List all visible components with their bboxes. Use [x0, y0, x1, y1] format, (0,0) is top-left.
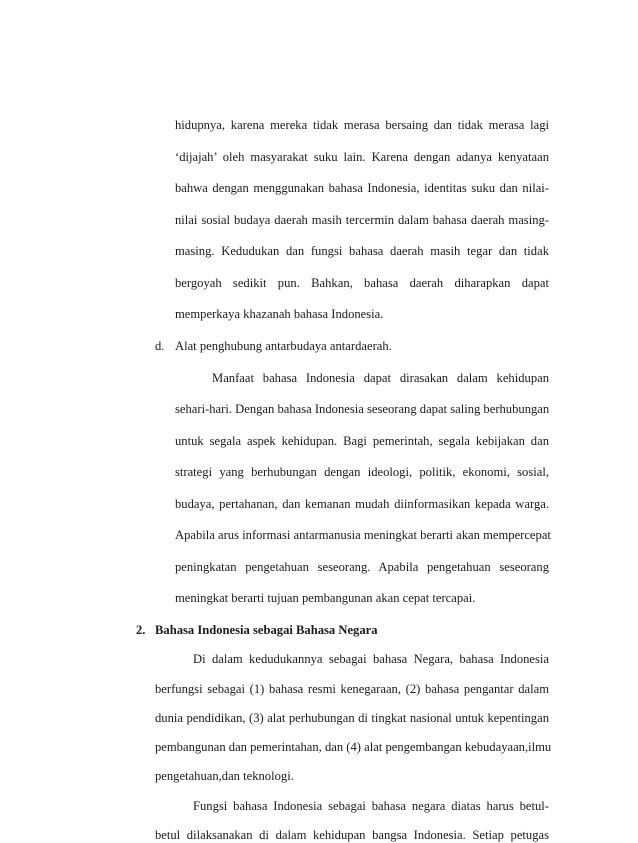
paragraph-line: bahwa dengan menggunakan bahasa Indonesia, identitas suku dan nilai-: [175, 181, 549, 195]
paragraph-line: pengetahuan,dan teknologi.: [155, 769, 294, 783]
section-heading: Bahasa Indonesia sebagai Bahasa Negara: [155, 623, 378, 637]
paragraph-line: bergoyah sedikit pun. Bahkan, bahasa daerah diharapkan dapat: [175, 276, 549, 290]
paragraph-line: sehari-hari. Dengan bahasa Indonesia seseorang dapat saling berhubungan: [175, 402, 550, 416]
paragraph-line: Fungsi bahasa Indonesia sebagai bahasa negara diatas harus betul-: [193, 799, 549, 813]
paragraph-line: masing. Kedudukan dan fungsi bahasa daerah masih tegar dan tidak: [175, 244, 549, 258]
paragraph-line: nilai sosial budaya daerah masih tercermin dalam bahasa daerah masing-: [175, 213, 549, 227]
paragraph-line: pembangunan dan pemerintahan, dan (4) alat pengembangan kebudayaan,ilmu: [155, 740, 552, 754]
list-marker: d.: [155, 339, 165, 353]
paragraph-line: meningkat berarti tujuan pembangunan akan cepat tercapai.: [175, 591, 476, 605]
paragraph-line: hidupnya, karena mereka tidak merasa bersaing dan tidak merasa lagi: [175, 118, 549, 132]
paragraph-line: strategi yang berhubungan dengan ideologi, politik, ekonomi, sosial,: [175, 465, 549, 479]
paragraph-line: untuk segala aspek kehidupan. Bagi pemerintah, segala kebijakan dan: [175, 434, 549, 448]
paragraph-line: budaya, pertahanan, dan kemanan mudah diinformasikan kepada warga.: [175, 497, 549, 511]
paragraph-line: berfungsi sebagai (1) bahasa resmi kenegaraan, (2) bahasa pengantar dalam: [155, 682, 549, 696]
paragraph-line: Di dalam kedudukannya sebagai bahasa Negara, bahasa Indonesia: [193, 652, 549, 666]
paragraph-line: peningkatan pengetahuan seseorang. Apabila pengetahuan seseorang: [175, 560, 549, 574]
paragraph-line: memperkaya khazanah bahasa Indonesia.: [175, 307, 384, 321]
section-number: 2.: [136, 623, 146, 637]
paragraph-line: Manfaat bahasa Indonesia dapat dirasakan dalam kehidupan: [212, 371, 549, 385]
list-item-title: Alat penghubung antarbudaya antardaerah.: [175, 339, 392, 353]
paragraph-line: dunia pendidikan, (3) alat perhubungan di tingkat nasional untuk kepentingan: [155, 711, 549, 725]
paragraph-line: ‘dijajah’ oleh masyarakat suku lain. Karena dengan adanya kenyataan: [175, 150, 549, 164]
paragraph-line: Apabila arus informasi antarmanusia meningkat berarti akan mempercepat: [175, 528, 551, 542]
paragraph-line: betul dilaksanakan di dalam kehidupan bangsa Indonesia. Setiap petugas: [155, 828, 549, 842]
